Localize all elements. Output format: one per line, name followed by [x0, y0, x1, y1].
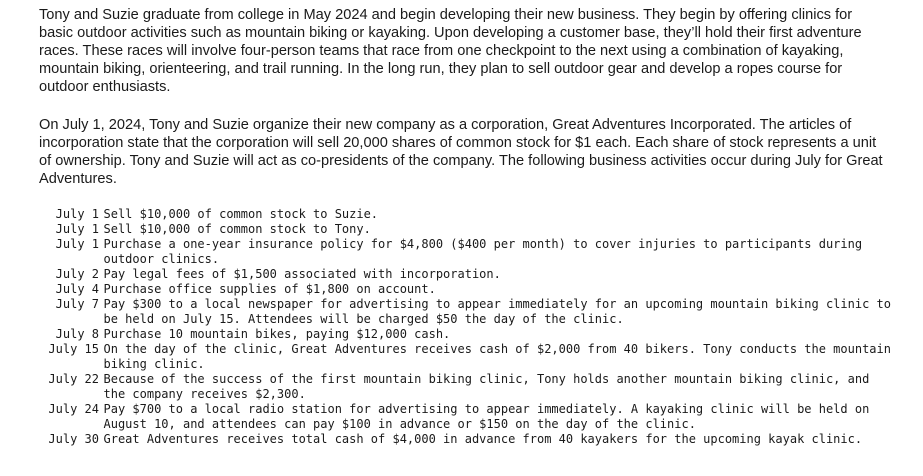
transaction-description: On the day of the clinic, Great Adventures receives cash of $2,000 from 40 bikers. Tony conducts the mountain biking clinic.: [103, 342, 891, 371]
transaction-date: July 22: [48, 372, 99, 386]
incorporation-paragraph: On July 1, 2024, Tony and Suzie organize their new company as a corporation, Great Adventures Incorporated. The articles of incorporation state that the corporation will sell 20,000 shares of common stock for $1 each. Each share of stock represents a unit of ownership. Tony and Suzie will act as co-presidents of the company. The following business activities occur during July for Great Adventures.: [39, 117, 883, 187]
transaction-description: Sell $10,000 of common stock to Tony.: [103, 222, 371, 236]
transaction-row: [0, 342, 923, 372]
transaction-row: [0, 282, 923, 297]
transaction-row: [0, 297, 923, 327]
transaction-row: [0, 207, 923, 222]
transaction-description: Pay legal fees of $1,500 associated with incorporation.: [103, 267, 501, 281]
transaction-description: Pay $700 to a local radio station for advertising to appear immediately. A kayaking clinic will be held on August 10, and attendees can pay $100 in advance or $150 on the day of the clinic.: [103, 402, 870, 431]
transaction-date: July 1: [55, 222, 99, 236]
intro-paragraph: Tony and Suzie graduate from college in May 2024 and begin developing their new business. They begin by offering clinics for basic outdoor activities such as mountain biking or kayaking. Upon developing a customer base, they’ll hold their first adventure races. These races will involve four-person teams that race from one checkpoint to the next using a combination of kayaking, mountain biking, orienteering, and trail running. In the long run, they plan to sell outdoor gear and develop a ropes course for outdoor enthusiasts.: [39, 7, 862, 95]
transaction-date: July 2: [55, 267, 99, 281]
transaction-description: Sell $10,000 of common stock to Suzie.: [103, 207, 379, 221]
transaction-description: Purchase office supplies of $1,800 on account.: [103, 282, 436, 296]
transaction-row: [0, 402, 923, 432]
transaction-description: Purchase 10 mountain bikes, paying $12,000 cash.: [103, 327, 451, 341]
transaction-date: July 1: [55, 237, 99, 251]
transaction-date: July 24: [48, 402, 99, 416]
transaction-row: [0, 432, 923, 447]
transaction-date: July 7: [55, 297, 99, 311]
transaction-row: [0, 222, 923, 237]
transaction-date: July 4: [55, 282, 99, 296]
transaction-description: Because of the success of the first mountain biking clinic, Tony holds another mountain biking clinic, and the company receives $2,300.: [103, 372, 870, 401]
transaction-date: July 1: [55, 207, 99, 221]
transaction-row: [0, 267, 923, 282]
transaction-description: Purchase a one-year insurance policy for $4,800 ($400 per month) to cover injuries to participants during outdoor clinics.: [103, 237, 863, 266]
transaction-list: [0, 207, 923, 447]
transaction-description: Pay $300 to a local newspaper for advertising to appear immediately for an upcoming mountain biking clinic to be held on July 15. Attendees will be charged $50 the day of the clinic.: [103, 297, 891, 326]
transaction-date: July 8: [55, 327, 99, 341]
transaction-row: [0, 237, 923, 267]
transaction-row: [0, 327, 923, 342]
transaction-description: Great Adventures receives total cash of $4,000 in advance from 40 kayakers for the upcoming kayak clinic.: [103, 432, 863, 446]
transaction-date: July 30: [48, 432, 99, 446]
transaction-date: July 15: [48, 342, 99, 356]
transaction-row: [0, 372, 923, 402]
